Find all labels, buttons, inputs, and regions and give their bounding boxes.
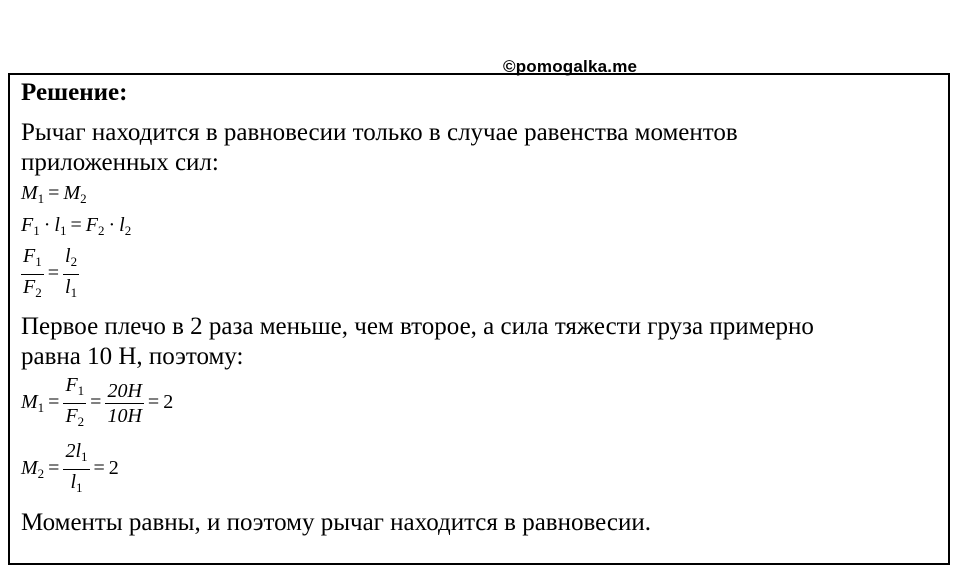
watermark: ©pomogalka.me	[503, 57, 638, 76]
paragraph-1-line-2: приложенных сил:	[21, 149, 219, 176]
paragraph-2-line-1: Первое плечо в 2 раза меньше, чем второе, а сила тяжести груза примерно	[21, 313, 814, 340]
paragraph-1-line-1: Рычаг находится в равновесии только в случае равенства моментов	[21, 119, 738, 146]
formula-ratio: $\frac{F_1}{F_2}$ = $\frac{l_2}{l_1}$	[23, 245, 78, 300]
solution-box	[8, 73, 950, 565]
conclusion: Моменты равны, и поэтому рычаг находится в равновесии.	[21, 509, 651, 536]
formula-m1: $M_1$ = $\frac{F_1}{F_2}$ = $\frac{20H}{10H}$ = 2	[21, 374, 174, 429]
formula-moments-equal: $M_1 = M_2$	[21, 182, 87, 206]
formula-force-arm: $F_1 \cdot l_1 = F_2 \cdot l_2$	[21, 214, 132, 238]
formula-m2: $M_2$ = $\frac{2l_1}{l_1}$ = 2	[21, 440, 119, 495]
paragraph-2-line-2: равна 10 Н, поэтому:	[21, 343, 244, 370]
solution-heading: Решение:	[21, 79, 128, 106]
